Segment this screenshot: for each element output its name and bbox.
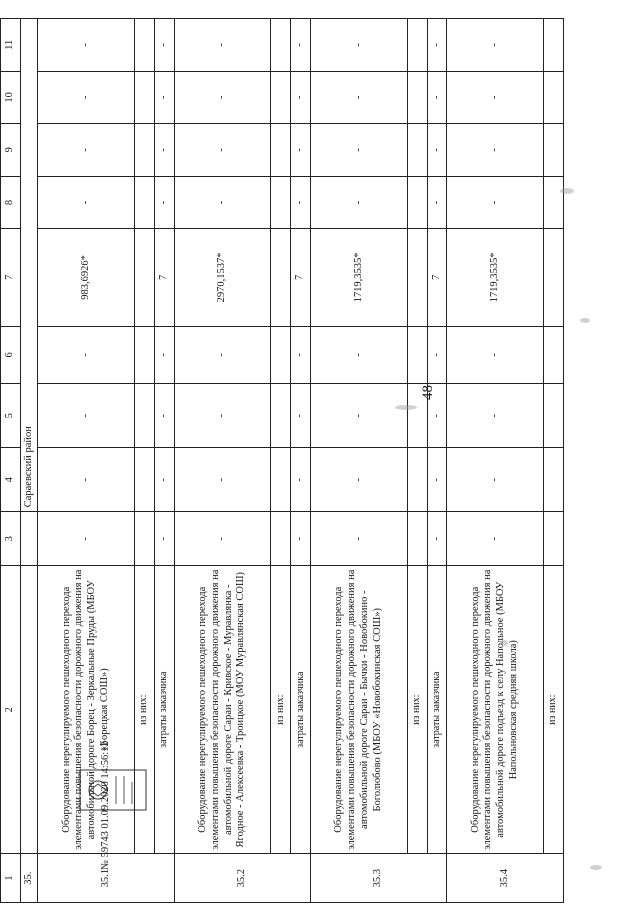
value-cell: - [154,19,174,72]
sub-row [291,19,311,903]
value-cell [135,71,155,124]
value-cell: 7 [291,229,311,326]
header-row [1,19,21,903]
value-cell: - [447,384,544,448]
sub-row-label: затраты заказчика [154,566,174,854]
value-cell: 7 [154,229,174,326]
value-cell: - [311,384,408,448]
item-number: 35.3 [311,854,447,903]
value-cell [544,326,564,384]
value-cell: - [154,71,174,124]
value-cell [135,512,155,566]
value-cell: - [311,71,408,124]
value-cell: - [427,326,447,384]
value-cell: - [311,326,408,384]
item-description: Оборудование нерегулируемого пешеходного перехода элементами повышения безопасности дорожного движения на автомобильной дороге Сараи - Кривское - Муравлянка - Ягодное - Алексеевка - Троицкое (МОУ Муравлянская СОШ) [174,566,271,854]
value-cell: - [447,326,544,384]
section-label: Сараевский район [20,19,38,512]
item-description: Оборудование нерегулируемого пешеходного перехода элементами повышения безопасности дорожного движения на автомобильной дороге подъезд к селу Напольное (МБОУ Напольновская средняя школа) [447,566,544,854]
column-header: 1 [1,854,21,903]
column-header: 10 [1,71,21,124]
sub-row [154,19,174,903]
value-cell: - [447,512,544,566]
value-cell [135,19,155,72]
value-cell: - [311,176,408,229]
sub-row-label: из них: [271,566,291,854]
scan-speck [590,865,602,870]
sub-row-label: из них: [544,566,564,854]
value-cell: - [174,124,271,177]
value-cell [135,124,155,177]
value-cell: - [174,512,271,566]
value-cell: - [447,448,544,512]
value-cell [544,124,564,177]
item-row [447,19,544,903]
value-cell: - [154,326,174,384]
column-header: 4 [1,448,21,512]
value-cell: - [291,448,311,512]
column-header: 11 [1,19,21,72]
scan-speck [395,405,417,410]
value-cell: - [38,384,135,448]
value-cell: - [291,71,311,124]
value-cell: - [427,384,447,448]
value-cell: - [427,176,447,229]
value-cell: - [154,512,174,566]
registry-stamp-text: № 59743 01.09.2020 14:56:12 [100,741,111,870]
item-number: 35.1 [38,854,174,903]
item-row [174,19,271,903]
scan-speck [560,188,574,194]
value-cell [407,448,427,512]
value-cell: 1719,3535* [311,229,408,326]
scan-speck [500,640,508,646]
value-cell: - [427,448,447,512]
value-cell: - [154,124,174,177]
value-cell: - [447,71,544,124]
section-number: 35. [20,854,38,903]
item-description: Оборудование нерегулируемого пешеходного перехода элементами повышения безопасности дорожного движения на автомобильной дороге Борец - Зеркальные Пруды (МБОУ «Борецкая СОШ») [38,566,135,854]
value-cell: 2970,1537* [174,229,271,326]
sub-row [271,19,291,903]
value-cell [135,326,155,384]
value-cell [271,19,291,72]
sub-row-label: из них: [407,566,427,854]
column-header: 5 [1,384,21,448]
value-cell [271,71,291,124]
value-cell [271,176,291,229]
value-cell [135,448,155,512]
column-header: 8 [1,176,21,229]
value-cell: - [311,512,408,566]
value-cell: - [427,71,447,124]
value-cell [544,229,564,326]
column-header: 2 [1,566,21,854]
column-header: 9 [1,124,21,177]
section-blank [20,512,38,566]
value-cell [407,124,427,177]
sub-row [544,19,564,903]
value-cell: - [38,448,135,512]
value-cell: - [447,124,544,177]
value-cell: - [38,19,135,72]
value-cell: - [174,176,271,229]
column-header: 3 [1,512,21,566]
item-description: Оборудование нерегулируемого пешеходного перехода элементами повышения безопасности дорожного движения на автомобильной дороге Сараи - Бычки - Новобокино - Боголюбово (МБОУ «Новобокинская СОШ») [311,566,408,854]
value-cell: - [291,326,311,384]
value-cell [271,512,291,566]
value-cell [271,124,291,177]
section-row [20,19,38,903]
value-cell: - [311,19,408,72]
value-cell: 983,6926* [38,229,135,326]
value-cell: - [427,512,447,566]
value-cell: - [174,448,271,512]
value-cell: - [174,384,271,448]
value-cell: - [154,448,174,512]
value-cell: - [38,512,135,566]
value-cell: - [447,176,544,229]
value-cell [544,176,564,229]
value-cell [544,448,564,512]
value-cell: - [291,512,311,566]
item-number: 35.2 [174,854,310,903]
value-cell [407,229,427,326]
value-cell [135,176,155,229]
value-cell [271,229,291,326]
value-cell [544,71,564,124]
value-cell: - [427,19,447,72]
value-cell: - [311,448,408,512]
sub-row [427,19,447,903]
section-blank [20,566,38,854]
value-cell [407,326,427,384]
column-header: 7 [1,229,21,326]
value-cell [407,512,427,566]
value-cell: - [38,176,135,229]
value-cell: 7 [427,229,447,326]
value-cell: - [38,124,135,177]
value-cell: - [154,384,174,448]
value-cell [407,71,427,124]
value-cell: - [311,124,408,177]
value-cell: - [291,176,311,229]
value-cell: - [447,19,544,72]
sub-row-label: затраты заказчика [291,566,311,854]
value-cell: - [174,71,271,124]
sub-row [407,19,427,903]
value-cell: - [38,71,135,124]
scan-speck [580,318,590,323]
value-cell: - [174,19,271,72]
value-cell: - [174,326,271,384]
value-cell [135,229,155,326]
sub-row-label: затраты заказчика [427,566,447,854]
value-cell [271,384,291,448]
value-cell [544,19,564,72]
value-cell: - [291,124,311,177]
value-cell [407,176,427,229]
stamp-icon [78,768,148,812]
value-cell [271,448,291,512]
value-cell [407,19,427,72]
value-cell: 1719,3535* [447,229,544,326]
item-number: 35.4 [447,854,564,903]
value-cell: - [38,326,135,384]
value-cell [271,326,291,384]
sub-row-label: из них: [135,566,155,854]
page-number: 48 [420,385,436,400]
value-cell: - [154,176,174,229]
value-cell: - [291,384,311,448]
value-cell: - [427,124,447,177]
value-cell [135,384,155,448]
item-row [311,19,408,903]
value-cell [544,384,564,448]
value-cell: - [291,19,311,72]
value-cell [407,384,427,448]
column-header: 6 [1,326,21,384]
value-cell [544,512,564,566]
